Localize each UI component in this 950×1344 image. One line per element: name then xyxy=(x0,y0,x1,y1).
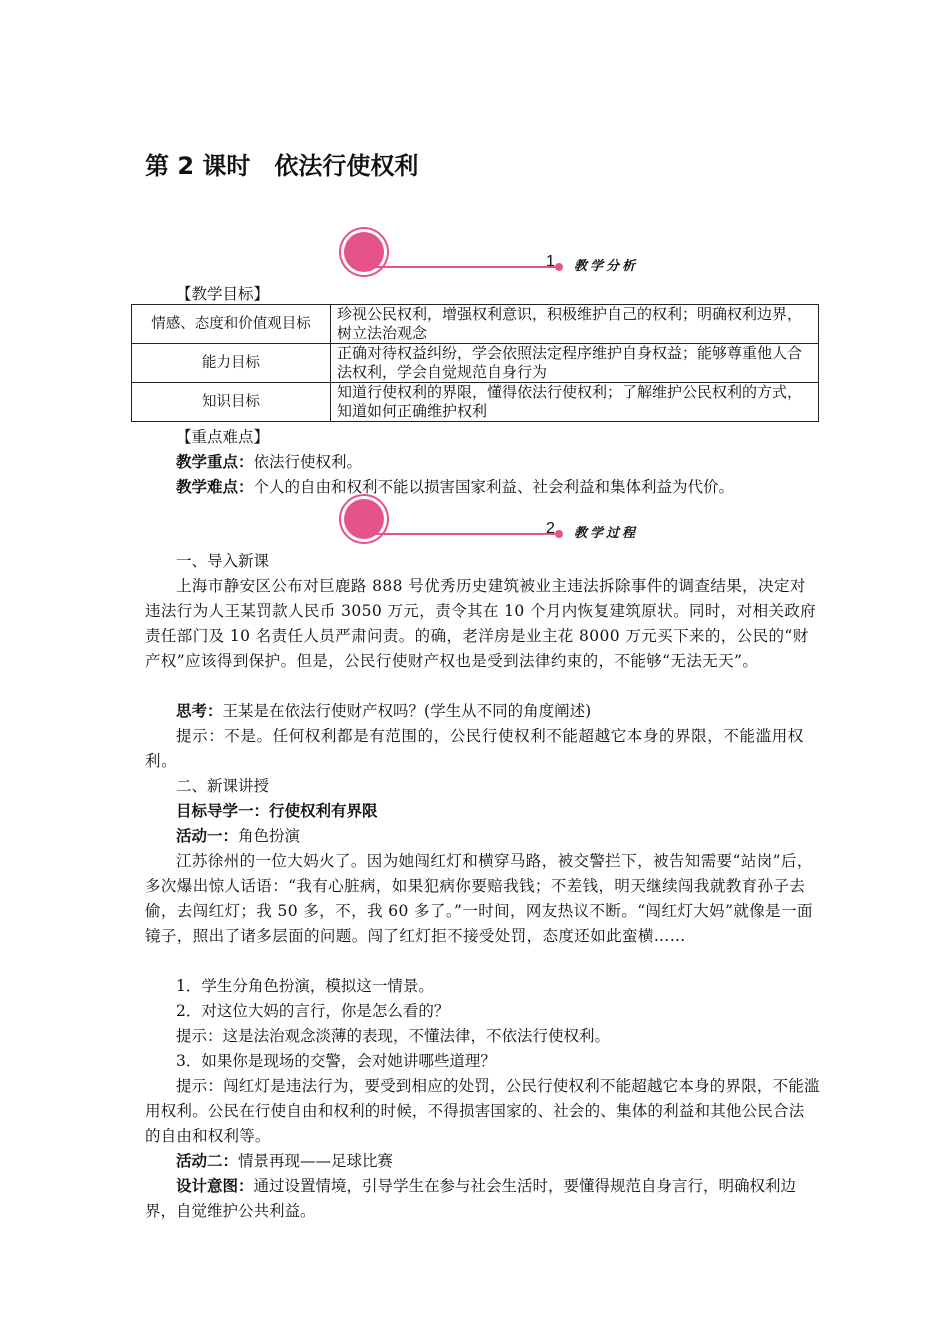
goal1-title: 目标导学一：行使权利有界限 xyxy=(176,802,378,820)
goals-heading: 【教学目标】 xyxy=(176,285,270,303)
difficulty: 教学难点：个人的自由和权利不能以损害国家利益、社会利益和集体利益为代价。 xyxy=(176,478,735,496)
activity2-heading: 活动二：情景再现——足球比赛 xyxy=(176,1152,394,1170)
section-header-analysis xyxy=(340,228,660,278)
design-intent: 设计意图：通过设置情境，引导学生在参与社会生活时，要懂得规范自身言行，明确权利边界，自觉维护公共利益。 xyxy=(145,1177,797,1220)
goal-value: 知道行使权利的界限，懂得依法行使权利；了解维护公民权利的方式，知道如何正确维护权利 xyxy=(331,383,819,422)
goal-value: 正确对待权益纠纷，学会依照法定程序维护自身权益；能够尊重他人合法权利，学会自觉规范自身行为 xyxy=(331,344,819,383)
hint-3: 提示：闯红灯是违法行为，要受到相应的处罚，公民行使权利不能超越它本身的界限，不能滥用权利。公民在行使自由和权利的时候，不得损害国家的、社会的、集体的利益和其他公民合法的自由和权利等。 xyxy=(145,1077,820,1145)
section-number: 1 xyxy=(546,253,555,270)
table-row xyxy=(132,305,819,344)
page-title: 第 2 课时 依法行使权利 xyxy=(145,152,419,180)
question-2: 2．对这位大妈的言行，你是怎么看的？ xyxy=(176,1002,450,1020)
section-label: 教学过程 xyxy=(574,526,639,541)
section-number: 2 xyxy=(546,520,555,537)
goal-key: 知识目标 xyxy=(132,383,331,422)
intro-paragraph: 上海市静安区公布对巨鹿路 888 号优秀历史建筑被业主违法拆除事件的调查结果，决定对违法行为人王某罚款人民币 3050 万元，责令其在 10 个月内恢复建筑原状。同时，对相关政府责任部门及 10 名责任人员严肃问责。的确，老洋房是业主花 8000 万元买下来的，公民的“财产权”应该得到保护。但是，公民行使财产权也是受到法律约束的，不能够“无法无天”。 xyxy=(145,577,817,670)
section-header-process xyxy=(340,495,660,545)
section-label: 教学分析 xyxy=(574,259,639,274)
goals-table xyxy=(131,304,819,422)
think-question: 思考：王某是在依法行使财产权吗？(学生从不同的角度阐述) xyxy=(176,702,592,720)
hint-1: 提示：不是。任何权利都是有范围的，公民行使权利不能超越它本身的界限，不能滥用权利。 xyxy=(145,727,804,770)
key-point: 教学重点：依法行使权利。 xyxy=(176,453,363,471)
hint-2: 提示：这是法治观念淡薄的表现，不懂法律，不依法行使权利。 xyxy=(176,1027,611,1045)
question-1: 1．学生分角色扮演，模拟这一情景。 xyxy=(176,977,434,995)
activity1-heading: 活动一：角色扮演 xyxy=(176,827,301,845)
key-heading: 【重点难点】 xyxy=(176,428,270,446)
part1-heading: 一、导入新课 xyxy=(176,552,270,570)
question-3: 3．如果你是现场的交警，会对她讲哪些道理？ xyxy=(176,1052,496,1070)
table-row xyxy=(132,344,819,383)
goal-key: 能力目标 xyxy=(132,344,331,383)
table-row xyxy=(132,383,819,422)
goal-key: 情感、态度和价值观目标 xyxy=(132,305,331,344)
goal-value: 珍视公民权利，增强权利意识，积极维护自己的权利；明确权利边界，树立法治观念 xyxy=(331,305,819,344)
activity1-paragraph: 江苏徐州的一位大妈火了。因为她闯红灯和横穿马路，被交警拦下，被告知需要“站岗”后，多次爆出惊人话语：“我有心脏病，如果犯病你要赔我钱；不差钱，明天继续闯我就教育孙子去偷，去闯红灯；我 50 多，不，我 60 多了。”一时间，网友热议不断。“闯红灯大妈”就像是一面镜子，照出了诸多层面的问题。闯了红灯拒不接受处罚，态度还如此蛮横…… xyxy=(145,852,813,945)
part2-heading: 二、新课讲授 xyxy=(176,777,270,795)
